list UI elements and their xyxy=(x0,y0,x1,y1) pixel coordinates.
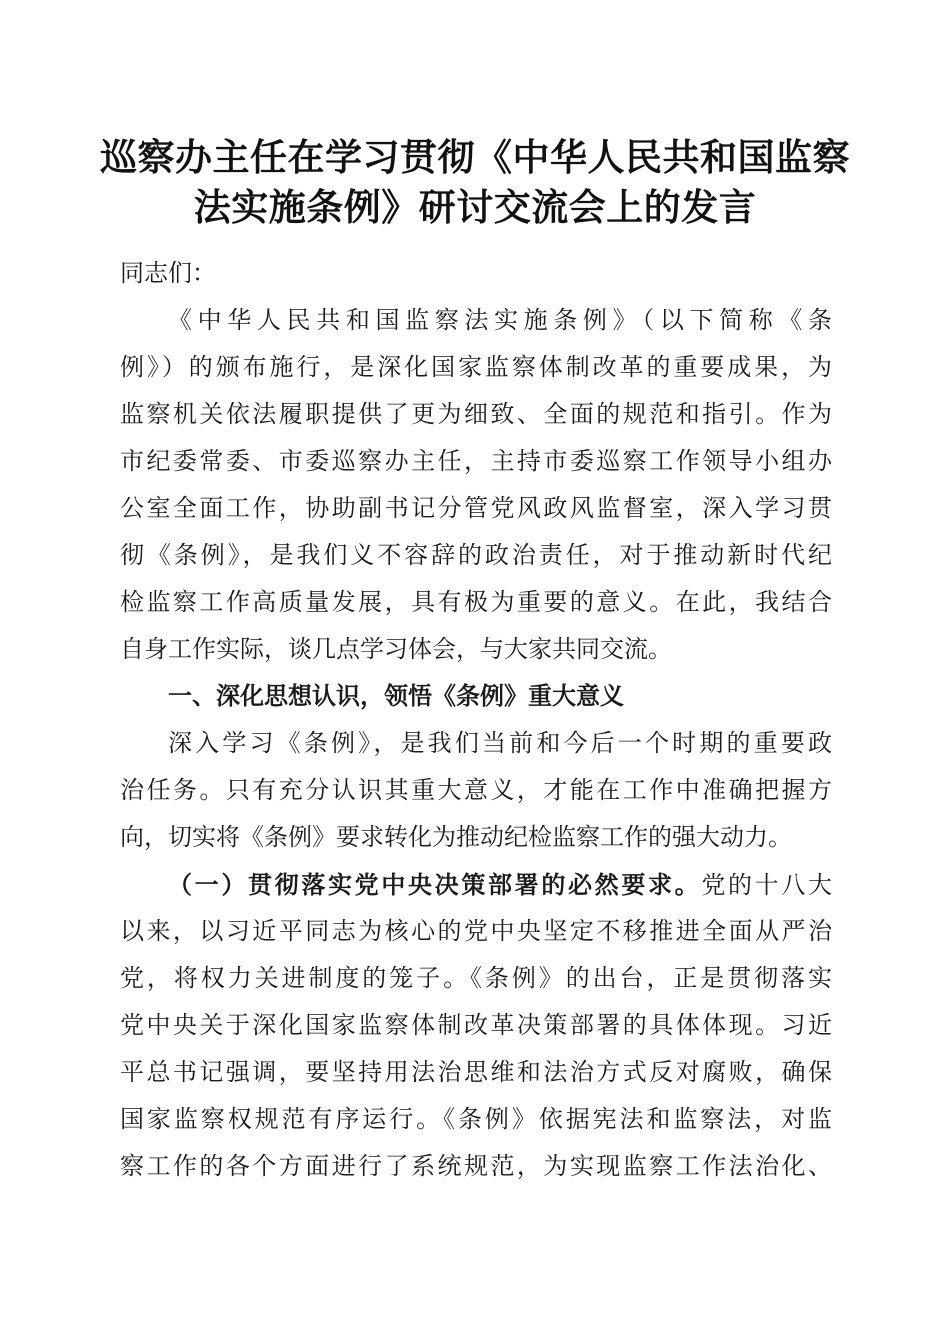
subsection-first-line-rest: 党的十八大 xyxy=(701,871,833,899)
salutation: 同志们： xyxy=(120,259,216,287)
subsection-heading-1: （一）贯彻落实党中央决策部署的必然要求。 xyxy=(168,870,702,899)
title-line-2: 法实施条例》研讨交流会上的发言 xyxy=(193,185,757,229)
paragraph-line: 自身工作实际，谈几点学习体会，与大家共同交流。 xyxy=(120,635,672,663)
document-title xyxy=(80,132,870,232)
paragraph-line: 党中央关于深化国家监察体制改革决策部署的具体体现。习近 xyxy=(120,1011,832,1039)
paragraph-line: 《中华人民共和国监察法实施条例》（以下简称《条 xyxy=(168,306,832,334)
paragraph-intro xyxy=(120,297,832,673)
paragraph-line: 彻《条例》，是我们义不容辞的政治责任，对于推动新时代纪 xyxy=(120,541,832,569)
paragraph-line: 公室全面工作，协助副书记分管党风政风监督室，深入学习贯 xyxy=(120,494,832,522)
paragraph-section-1 xyxy=(120,720,832,861)
paragraph-line xyxy=(120,861,832,908)
title-line-1: 巡察办主任在学习贯彻《中华人民共和国监察 xyxy=(100,135,850,179)
paragraph-line: 党，将权力关进制度的笼子。《条例》的出台，正是贯彻落实 xyxy=(120,964,832,992)
paragraph-line: 平总书记强调，要坚持用法治思维和法治方式反对腐败，确保 xyxy=(120,1058,832,1086)
paragraph-line: 监察机关依法履职提供了更为细致、全面的规范和指引。作为 xyxy=(120,400,832,428)
paragraph-line: 察工作的各个方面进行了系统规范，为实现监察工作法治化、 xyxy=(120,1152,832,1180)
paragraph-line: 国家监察权规范有序运行。《条例》依据宪法和监察法，对监 xyxy=(120,1105,832,1133)
paragraph-line: 市纪委常委、市委巡察办主任，主持市委巡察工作领导小组办 xyxy=(120,447,832,475)
section-heading-1: 一、深化思想认识，领悟《条例》重大意义 xyxy=(168,682,624,710)
paragraph-line: 向，切实将《条例》要求转化为推动纪检监察工作的强大动力。 xyxy=(120,823,792,851)
paragraph-line: 以来，以习近平同志为核心的党中央坚定不移推进全面从严治 xyxy=(120,917,832,945)
paragraph-line: 检监察工作高质量发展，具有极为重要的意义。在此，我结合 xyxy=(120,588,832,616)
paragraph-line: 深入学习《条例》，是我们当前和今后一个时期的重要政 xyxy=(168,729,832,757)
document-body xyxy=(120,250,832,1190)
paragraph-subsection-1 xyxy=(120,861,832,1190)
paragraph-line: 治任务。只有充分认识其重大意义，才能在工作中准确把握方 xyxy=(120,776,832,804)
paragraph-line: 例》）的颁布施行，是深化国家监察体制改革的重要成果，为 xyxy=(120,353,832,381)
